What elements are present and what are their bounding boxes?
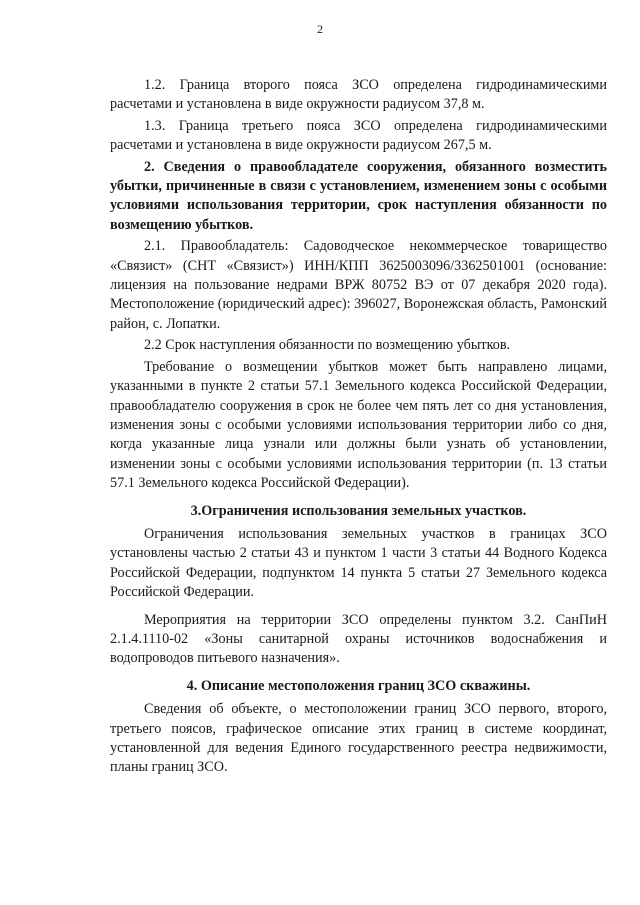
paragraph-4-1: Сведения об объекте, о местоположении границ ЗСО первого, второго, третьего поясов, графическое описание этих границ в системе координат, установленной для ведения Единого государственного реестра недвижимости, планы границ ЗСО.	[110, 701, 607, 776]
paragraph-1-2: 1.2. Граница второго пояса ЗСО определена гидродинамическими расчетами и установлена в виде окружности радиусом 37,8 м.	[110, 77, 607, 113]
paragraph-3-1: Ограничения использования земельных участков в границах ЗСО установлены частью 2 статьи 43 и пунктом 1 части 3 статьи 44 Водного Кодекса Российской Федерации, подпунктом 14 пункта 5 статьи 27 Земельного кодекса Российской Федерации.	[110, 525, 607, 601]
section-4-heading: 4. Описание местоположения границ ЗСО скважины.	[186, 677, 531, 694]
paragraph-2-1: 2.1. Правообладатель: Садоводческое некоммерческое товарищество «Связист» (СНТ «Связист») ИНН/КПП 3625003096/3362501001 (основание: лицензия на пользование недрами ВРЖ 80752 ВЭ от 07 декабря 2020 года). Местоположение (юридический адрес): 396027, Воронежская область, Рамонский район, с. Лопатки.	[110, 238, 607, 332]
section-2-heading: 2. Сведения о правообладателе сооружения, обязанного возместить убытки, причиненные в связи с установлением, изменением зоны с особыми условиями использования территории, срок наступления обязанности по возмещению убытков.	[110, 158, 607, 233]
document-body	[110, 76, 607, 778]
page-number: 2	[317, 22, 323, 36]
paragraph-1-3: 1.3. Граница третьего пояса ЗСО определена гидродинамическими расчетами и установлена в виде окружности радиусом 267,5 м.	[110, 117, 607, 154]
section-3-heading: 3.Ограничения использования земельных участков.	[190, 502, 527, 519]
paragraph-2-2-text: Требование о возмещении убытков может быть направлено лицами, указанными в пункте 2 статьи 57.1 Земельного кодекса Российской Федерации, правообладателю сооружения в срок не более чем пять лет со дня установления, изменения зоны с особыми условиями использования территории либо со дня, когда указанные лица узнали или должны были узнать об установлении, изменении зоны с особыми условиями использования территории (п. 13 статьи 57.1 Земельного кодекса Российской Федерации).	[110, 358, 607, 492]
paragraph-2-2: 2.2 Срок наступления обязанности по возмещению убытков.	[144, 337, 511, 354]
paragraph-3-2: Мероприятия на территории ЗСО определены пунктом 3.2. СанПиН 2.1.4.1110-02 «Зоны санитарной охраны источников водоснабжения и водопроводов питьевого назначения».	[110, 611, 607, 667]
